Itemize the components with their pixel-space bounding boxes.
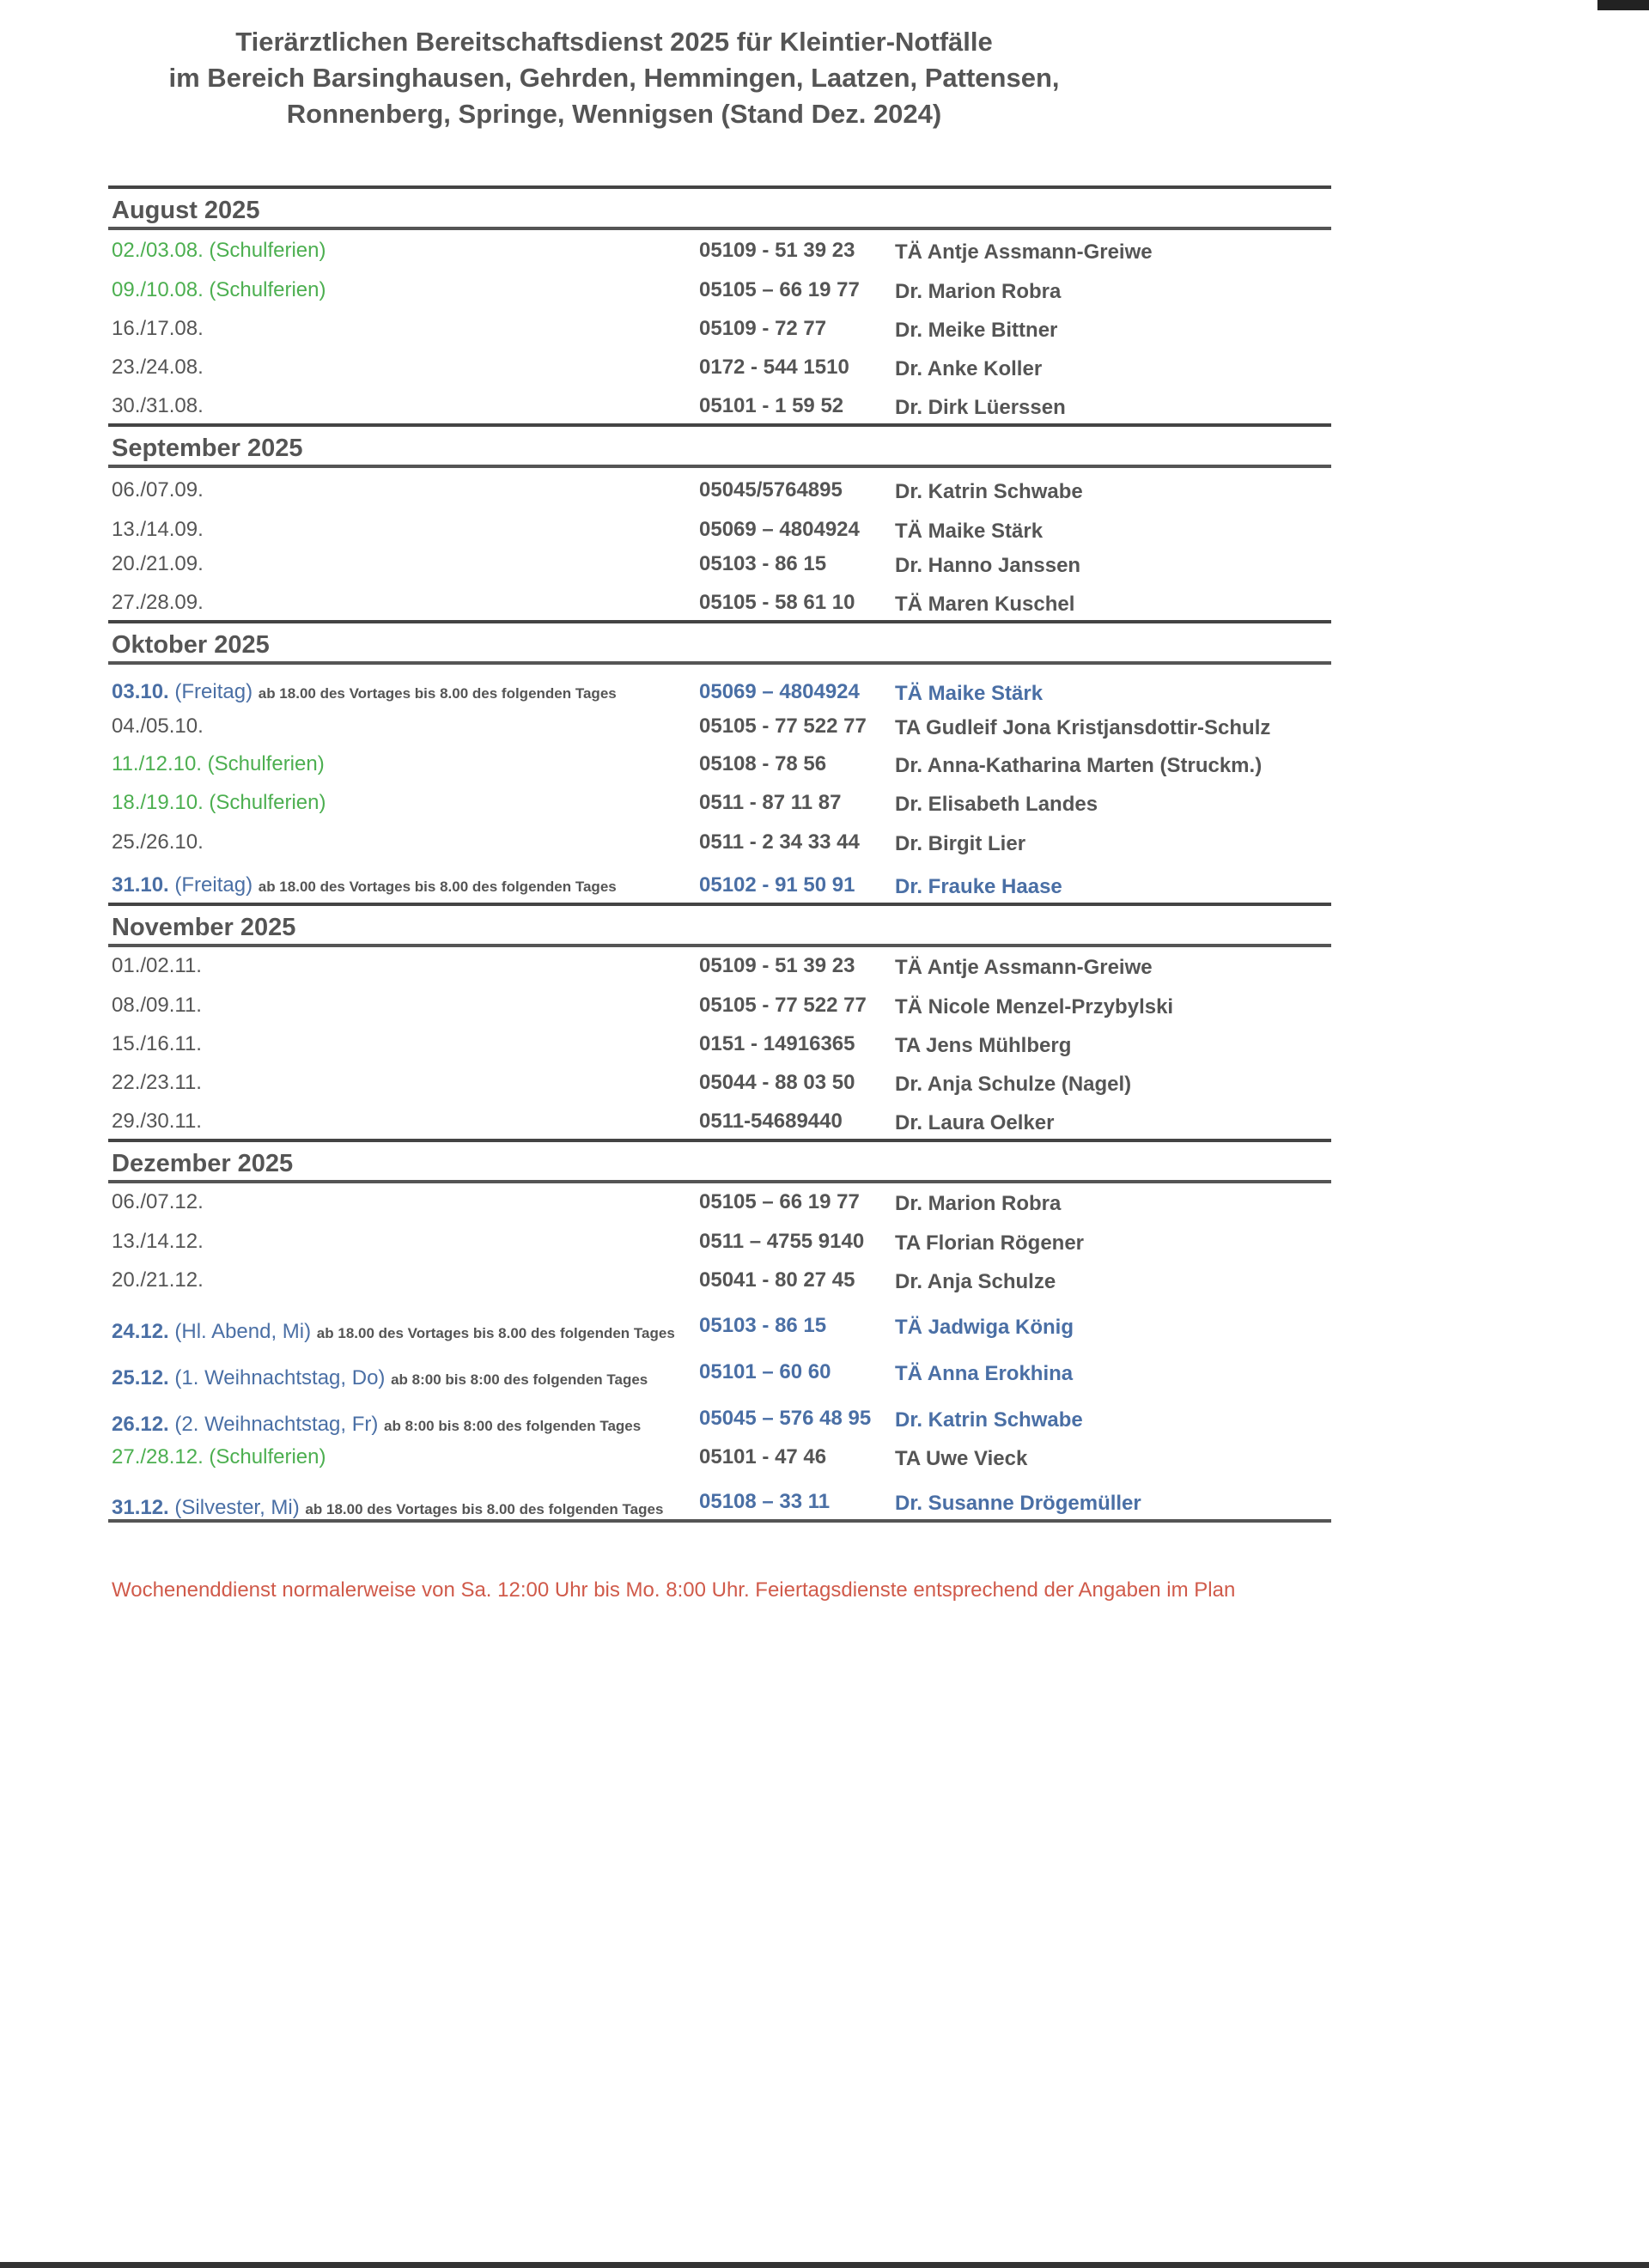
duty-date	[112, 1032, 696, 1056]
holiday-date: 24.12.	[112, 1320, 169, 1343]
table-row	[108, 1298, 1331, 1343]
vet-name: TÄ Antje Assmann-Greiwe	[895, 240, 1153, 264]
month-heading: November 2025	[112, 914, 296, 941]
duty-date	[112, 1415, 696, 1436]
table-row	[108, 1475, 1331, 1519]
duty-date	[112, 278, 696, 302]
phone-number: 05105 - 58 61 10	[699, 591, 855, 614]
table-row	[108, 508, 1331, 547]
date-text: 08./09.11.	[112, 994, 202, 1017]
duty-hours-note: ab 18.00 des Vortages bis 8.00 des folgenden Tages	[258, 685, 617, 702]
table-row	[108, 268, 1331, 307]
table-row	[108, 709, 1331, 744]
table-row	[108, 1343, 1331, 1389]
phone-number: 05101 – 60 60	[699, 1360, 831, 1383]
scan-edge-top	[1597, 0, 1649, 10]
table-row	[108, 1436, 1331, 1475]
duty-date	[112, 356, 696, 380]
vet-name: TA Jens Mühlberg	[895, 1034, 1072, 1057]
date-text: 06./07.09.	[112, 478, 204, 502]
month-heading: Dezember 2025	[112, 1150, 294, 1177]
date-text: 23./24.08.	[112, 356, 204, 379]
date-text: (Freitag)	[168, 873, 259, 897]
vet-name: TÄ Maike Stärk	[895, 682, 1044, 705]
duty-date	[112, 478, 696, 502]
duty-date	[112, 1230, 696, 1254]
phone-number: 05105 – 66 19 77	[699, 1190, 860, 1213]
vet-name: Dr. Birgit Lier	[895, 832, 1026, 855]
vet-name: Dr. Anja Schulze	[895, 1270, 1056, 1293]
table-row	[108, 983, 1331, 1023]
table-row	[108, 1023, 1331, 1061]
date-text: 18./19.10. (Schulferien)	[112, 791, 326, 814]
date-text: 11./12.10. (Schulferien)	[112, 752, 325, 775]
duty-date	[112, 830, 696, 854]
phone-number: 05105 – 66 19 77	[699, 278, 860, 301]
table-row	[108, 385, 1331, 423]
phone-number: 0511-54689440	[699, 1110, 843, 1133]
month-heading: September 2025	[112, 435, 303, 462]
phone-number: 05102 - 91 50 91	[699, 873, 855, 897]
duty-date	[112, 552, 696, 576]
duty-hours-note: ab 18.00 des Vortages bis 8.00 des folgenden Tages	[305, 1501, 664, 1517]
vet-name: TÄ Anna Erokhina	[895, 1362, 1074, 1385]
phone-number: 05041 - 80 27 45	[699, 1268, 855, 1292]
date-text: 02./03.08. (Schulferien)	[112, 239, 326, 262]
date-text: 25./26.10.	[112, 830, 204, 854]
date-text: (Freitag)	[168, 680, 259, 703]
phone-number: 05109 - 51 39 23	[699, 954, 855, 977]
phone-number: 05069 – 4804924	[699, 680, 860, 703]
duty-date	[112, 954, 696, 978]
duty-date	[112, 994, 696, 1018]
table-row	[108, 581, 1331, 620]
duty-date	[112, 1110, 696, 1134]
vet-name: Dr. Laura Oelker	[895, 1111, 1055, 1134]
table-row	[108, 781, 1331, 820]
vet-name: Dr. Anja Schulze (Nagel)	[895, 1073, 1132, 1096]
duty-date	[112, 1366, 696, 1389]
duty-date	[112, 1071, 696, 1095]
footer-note: Wochenenddienst normalerweise von Sa. 12:00 Uhr bis Mo. 8:00 Uhr. Feiertagsdienste entsprechend der Angaben im Plan	[112, 1578, 1236, 1602]
phone-number: 05109 - 72 77	[699, 317, 827, 340]
date-text: 01./02.11.	[112, 954, 202, 977]
vet-name: TÄ Jadwiga König	[895, 1316, 1074, 1339]
vet-name: TA Uwe Vieck	[895, 1447, 1028, 1470]
date-text: 09./10.08. (Schulferien)	[112, 278, 326, 301]
holiday-date: 26.12.	[112, 1413, 169, 1436]
date-text: 27./28.12. (Schulferien)	[112, 1445, 326, 1468]
vet-name: Dr. Elisabeth Landes	[895, 793, 1098, 816]
phone-number: 0151 - 14916365	[699, 1032, 855, 1055]
date-text: (1. Weihnachtstag, Do)	[168, 1366, 392, 1389]
vet-name: Dr. Anke Koller	[895, 357, 1043, 380]
table-row	[108, 947, 1331, 983]
duty-date	[112, 1268, 696, 1292]
table-row	[108, 468, 1331, 508]
vet-name: TÄ Maren Kuschel	[895, 593, 1075, 616]
title-line-3: Ronnenberg, Springe, Wennigsen (Stand Dez. 2024)	[286, 99, 942, 129]
holiday-date: 31.10.	[112, 873, 169, 897]
table-row	[108, 547, 1331, 581]
duty-date	[112, 1190, 696, 1214]
vet-name: Dr. Katrin Schwabe	[895, 480, 1083, 503]
vet-name: Dr. Dirk Lüerssen	[895, 396, 1066, 419]
duty-date	[112, 317, 696, 341]
duty-date	[112, 1445, 696, 1469]
table-row	[108, 1259, 1331, 1298]
vet-name: Dr. Marion Robra	[895, 280, 1062, 303]
table-row	[108, 1100, 1331, 1139]
holiday-date: 31.12.	[112, 1496, 169, 1519]
vet-name: Dr. Marion Robra	[895, 1192, 1062, 1215]
phone-number: 0172 - 544 1510	[699, 356, 849, 379]
phone-number: 05103 - 86 15	[699, 1314, 827, 1337]
vet-name: Dr. Susanne Drögemüller	[895, 1492, 1141, 1515]
date-text: (Hl. Abend, Mi)	[168, 1320, 317, 1343]
table-row	[108, 665, 1331, 709]
duty-date	[112, 518, 696, 542]
phone-number: 05103 - 86 15	[699, 552, 827, 575]
date-text: 30./31.08.	[112, 394, 204, 417]
vet-name: TÄ Nicole Menzel-Przybylski	[895, 995, 1174, 1018]
table-row	[108, 860, 1331, 903]
table-row	[108, 1389, 1331, 1436]
duty-hours-note: ab 18.00 des Vortages bis 8.00 des folgenden Tages	[258, 879, 617, 895]
vet-name: Dr. Meike Bittner	[895, 319, 1058, 342]
date-text: 27./28.09.	[112, 591, 204, 614]
table-row	[108, 1219, 1331, 1259]
duty-date	[112, 1322, 696, 1343]
holiday-date: 03.10.	[112, 680, 169, 703]
duty-date	[112, 239, 696, 263]
phone-number: 05069 – 4804924	[699, 518, 860, 541]
duty-date	[112, 591, 696, 615]
phone-number: 05108 - 78 56	[699, 752, 827, 775]
vet-name: Dr. Anna-Katharina Marten (Struckm.)	[895, 754, 1263, 777]
duty-date	[112, 394, 696, 418]
date-text: 29./30.11.	[112, 1110, 202, 1133]
duty-hours-note: ab 18.00 des Vortages bis 8.00 des folgenden Tages	[316, 1325, 675, 1341]
date-text: 22./23.11.	[112, 1071, 202, 1094]
phone-number: 0511 - 2 34 33 44	[699, 830, 860, 854]
vet-name: TÄ Antje Assmann-Greiwe	[895, 956, 1153, 979]
month-heading: Oktober 2025	[112, 631, 270, 659]
vet-name: Dr. Frauke Haase	[895, 875, 1062, 898]
phone-number: 05105 - 77 522 77	[699, 994, 867, 1017]
vet-name: TA Florian Rögener	[895, 1231, 1085, 1255]
table-row	[108, 346, 1331, 385]
date-text: 06./07.12.	[112, 1190, 204, 1213]
phone-number: 05108 – 33 11	[699, 1490, 831, 1513]
phone-number: 05109 - 51 39 23	[699, 239, 855, 262]
duty-date	[112, 680, 696, 704]
schedule-table	[108, 185, 1331, 1523]
date-text: 20./21.12.	[112, 1268, 204, 1292]
title-line-1: Tierärztlichen Bereitschaftsdienst 2025 für Kleintier-Notfälle	[235, 27, 993, 57]
holiday-date: 25.12.	[112, 1366, 169, 1389]
phone-number: 0511 – 4755 9140	[699, 1230, 865, 1253]
table-row	[108, 307, 1331, 346]
title-line-2: im Bereich Barsinghausen, Gehrden, Hemmingen, Laatzen, Pattensen,	[168, 63, 1060, 93]
phone-number: 0511 - 87 11 87	[699, 791, 842, 814]
phone-number: 05045/5764895	[699, 478, 843, 502]
phone-number: 05105 - 77 522 77	[699, 714, 867, 738]
scan-edge-bottom	[0, 2262, 1649, 2268]
phone-number: 05101 - 1 59 52	[699, 394, 844, 417]
vet-name: TA Gudleif Jona Kristjansdottir-Schulz	[895, 716, 1271, 739]
document-title	[0, 24, 1228, 132]
date-text: 13./14.09.	[112, 518, 204, 541]
date-text: 16./17.08.	[112, 317, 204, 340]
table-bottom-rule	[108, 1519, 1331, 1523]
date-text: 20./21.09.	[112, 552, 204, 575]
duty-hours-note: ab 8:00 bis 8:00 des folgenden Tages	[384, 1418, 642, 1434]
date-text: 15./16.11.	[112, 1032, 202, 1055]
date-text: (2. Weihnachtstag, Fr)	[168, 1413, 385, 1436]
date-text: 04./05.10.	[112, 714, 204, 738]
date-text: 13./14.12.	[112, 1230, 204, 1253]
duty-date	[112, 752, 696, 776]
table-row	[108, 230, 1331, 268]
phone-number: 05045 – 576 48 95	[699, 1407, 872, 1430]
duty-date	[112, 714, 696, 739]
phone-number: 05101 - 47 46	[699, 1445, 827, 1468]
table-row	[108, 820, 1331, 860]
duty-hours-note: ab 8:00 bis 8:00 des folgenden Tages	[391, 1371, 648, 1388]
vet-name: Dr. Hanno Janssen	[895, 554, 1081, 577]
month-heading: August 2025	[112, 197, 260, 224]
vet-name: Dr. Katrin Schwabe	[895, 1408, 1083, 1432]
duty-date	[112, 791, 696, 815]
duty-date	[112, 1496, 696, 1519]
date-text: (Silvester, Mi)	[168, 1496, 306, 1519]
table-row	[108, 744, 1331, 781]
vet-name: TÄ Maike Stärk	[895, 520, 1044, 543]
duty-date	[112, 873, 696, 897]
table-row	[108, 1061, 1331, 1100]
table-row	[108, 1183, 1331, 1219]
phone-number: 05044 - 88 03 50	[699, 1071, 855, 1094]
